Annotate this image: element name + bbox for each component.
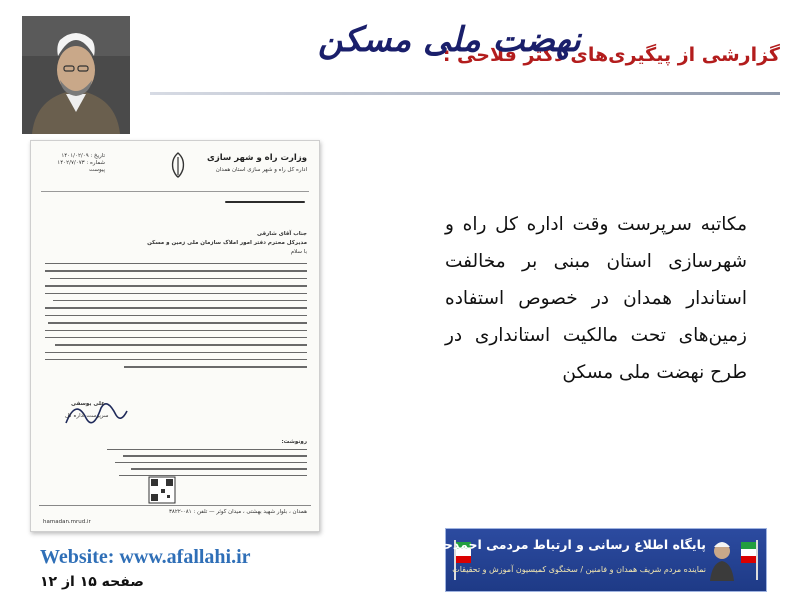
- signature-name: علی یوسفی: [71, 401, 105, 407]
- footer-line: [39, 505, 311, 506]
- copies-label: رونوشت:: [281, 439, 307, 445]
- letter-body-lines: [45, 263, 307, 374]
- author-photo: [22, 16, 130, 134]
- banner-portrait-icon: [710, 537, 734, 581]
- meta-number-value: ۱۴۰۲/۷/۰۷۳: [57, 160, 85, 166]
- letter-salutation: جناب آقای شارقی: [256, 231, 307, 237]
- meta-number-label: شماره: [89, 160, 105, 166]
- meta-attach-label: پیوست: [88, 167, 105, 173]
- campaign-calligraphy: نهضت ملی مسکن: [318, 20, 581, 60]
- flag-right-icon: [740, 540, 758, 580]
- qr-code-icon: [149, 477, 175, 503]
- ministry-name: وزارت راه و شهر سازی: [207, 153, 307, 163]
- portal-banner[interactable]: [371, 528, 767, 592]
- website-link[interactable]: Website: www.afallahi.ir: [40, 546, 251, 568]
- letter-address: همدان ، بلوار شهید بهشتی ، میدان کوثر — تلفن : ۰۸۱-۳۸۲۲: [168, 509, 307, 515]
- scanned-letter: [30, 140, 320, 532]
- signature-title: سرپرست اداره کل: [65, 413, 109, 419]
- emblem-icon: [165, 151, 191, 179]
- department-name: اداره کل راه و شهر سازی استان همدان: [215, 167, 307, 173]
- page-number: صفحه ۱۵ از ۱۲: [40, 574, 144, 590]
- header-divider: [150, 92, 780, 95]
- report-description: مکاتبه سرپرست وقت اداره کل راه و شهرسازی استان مبنی بر مخالفت استاندار همدان در خصوص استفاده زمین‌های تحت مالکیت استانداری در طرح نهضت ملی مسکن: [445, 214, 747, 383]
- letter-greeting: با سلام: [290, 249, 307, 255]
- banner-subtitle: نماینده مردم شریف همدان و فامنین / سخنگوی کمیسیون آموزش و تحقیقات: [452, 565, 706, 574]
- letter-meta: تاریخ : ۱۴۰۱/۰۲/۰۹ شماره : ۱۴۰۲/۷/۰۷۳ پیوست: [57, 153, 105, 173]
- banner-title: پایگاه اطلاع رسانی و ارتباط مردمی احمدحسین فلاحی: [371, 537, 706, 552]
- letter-header-line: [41, 191, 309, 192]
- letter-website: hamadan.mrud.ir: [43, 519, 91, 525]
- meta-date-label: تاریخ: [94, 153, 105, 159]
- meta-date-value: ۱۴۰۱/۰۲/۰۹: [61, 153, 89, 159]
- handwritten-note: [225, 201, 305, 203]
- copies-lines: [107, 449, 307, 481]
- page-title: گزارشی از پیگیری‌های دکتر فلاحی :: [442, 44, 780, 66]
- portrait-image: [22, 16, 130, 134]
- letter-recipient: مدیرکل محترم دفتر امور املاک سازمان ملی زمین و مسکن: [147, 240, 307, 246]
